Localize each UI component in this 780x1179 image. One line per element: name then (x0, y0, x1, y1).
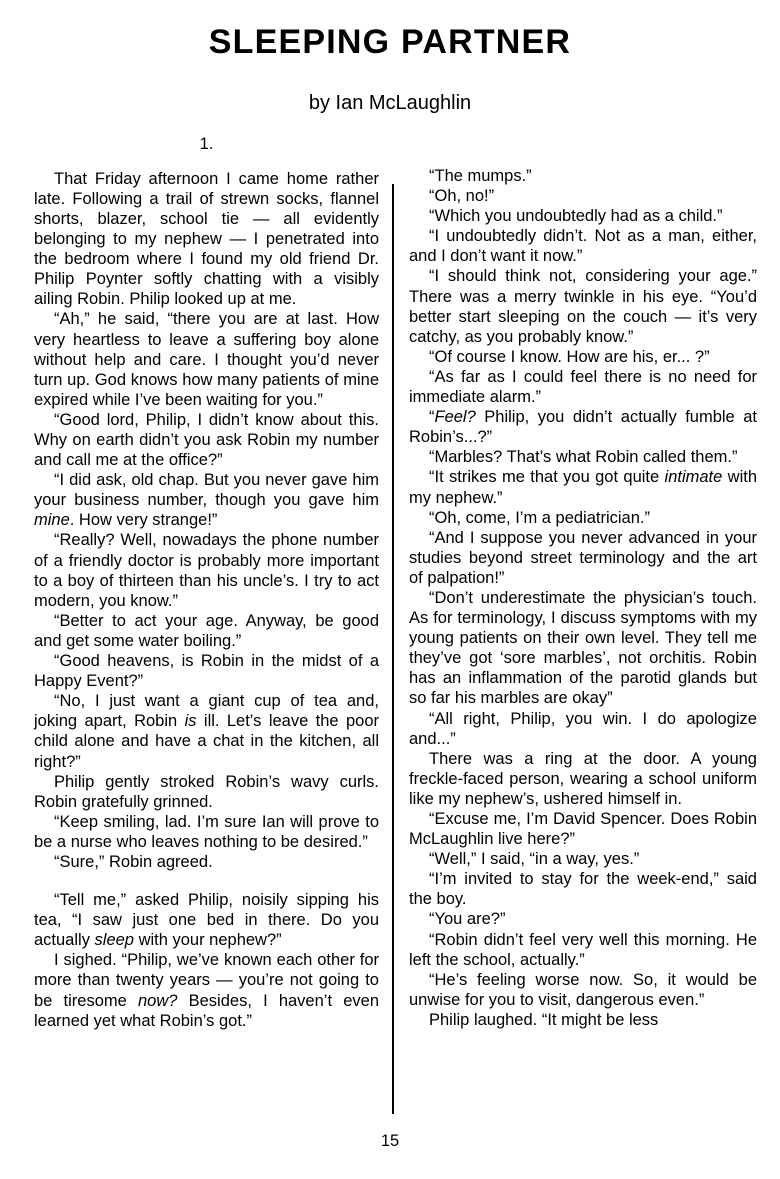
page-number: 15 (380, 1132, 400, 1150)
paragraph: “Ah,” he said, “there you are at last. How very heartless to leave a suffering boy alone without help and care. I thought you’d never turn up. God knows how many patients of mine expired while I’ve been waiting for you.” (34, 310, 379, 409)
paragraph: “I undoubtedly didn’t. Not as a man, either, and I don’t want it now.” (409, 227, 757, 266)
paragraph: “Excuse me, I’m David Spencer. Does Robin McLaughlin live here?” (409, 810, 757, 849)
paragraph: “The mumps.” (429, 167, 532, 185)
left-column (34, 135, 379, 1031)
paragraph: “Marbles? That’s what Robin called them.” (429, 448, 738, 467)
paragraph (34, 890, 379, 950)
paragraph: Philip gently stroked Robin’s wavy curls. Robin gratefully grinned. (34, 772, 379, 811)
paragraph: “Oh, no!” (429, 187, 495, 206)
para-seg: with your nephew?” (133, 931, 282, 950)
italic-word: Feel? (434, 408, 476, 427)
italic-word: intimate (664, 468, 723, 487)
italic-word: sleep (94, 931, 134, 950)
para-seg: Besides, I haven’t even learned yet what Robin’s got.” (34, 991, 379, 1030)
paragraph: “I’m invited to stay for the week-end,” said the boy. (409, 870, 757, 909)
byline: by Ian McLaughlin (308, 92, 472, 114)
para-seg: . How very strange!” (69, 511, 218, 530)
paragraph: “Sure,” Robin agreed. (54, 852, 213, 871)
section-number: 1. (199, 135, 214, 153)
paragraph (409, 407, 757, 447)
italic-word: is (184, 712, 197, 731)
para-seg: Philip, you didn’t actually fumble at Robin’s...?” (409, 408, 757, 447)
right-column-spacer (409, 135, 757, 166)
paragraph (34, 470, 379, 530)
italic-word: mine (34, 511, 70, 530)
paragraph: “All right, Philip, you win. I do apologize and...” (409, 709, 757, 748)
paragraph: “Good heavens, is Robin in the midst of a Happy Event?” (34, 652, 379, 691)
para-seg: “It strikes me that you got quite (429, 468, 665, 487)
paragraph: “Well,” I said, “in a way, yes.” (429, 850, 640, 869)
paragraph: “As far as I could feel there is no need for immediate alarm.” (409, 367, 757, 407)
paragraph: “Oh, come, I’m a pediatrician.” (429, 508, 650, 527)
paragraph: “Good lord, Philip, I didn’t know about this. Why on earth didn’t you ask Robin my number and call me at the office?” (34, 410, 379, 470)
right-column (409, 135, 757, 1030)
paragraph: “Robin didn’t feel very well this morning. He left the school, actually.” (409, 930, 757, 969)
column-divider-rule (392, 184, 394, 1114)
para-seg: I sighed. “Philip, we’ve known each other for more than twenty years — you’re not going to be tiresome (34, 951, 379, 1010)
paragraph: There was a ring at the door. A young freckle-faced person, wearing a school uniform like my nephew’s, ushered himself in. (409, 749, 757, 808)
italic-word: now? (137, 991, 178, 1010)
paragraph: “Of course I know. How are his, er... ?” (429, 347, 710, 366)
para-seg: “I did ask, old chap. But you never gave him your business number, though you gave him (34, 471, 379, 510)
paragraph (34, 950, 379, 1030)
paragraph: “Really? Well, nowadays the phone number of a friendly doctor is probably more important to a boy of thirteen than his uncle’s. I try to act modern, you know.” (34, 531, 379, 610)
para-seg: ill. Let’s leave the poor child alone and have a chat in the kitchen, all right?” (34, 712, 380, 771)
paragraph: “I should think not, considering your age.” There was a merry twinkle in his eye. “You’d better start sleeping on the couch — it’s very catchy, as you probably know.” (409, 267, 757, 346)
paragraph: “And I suppose you never advanced in your studies beyond street terminology and the art of palpation!” (409, 528, 757, 587)
paragraph: “Better to act your age. Anyway, be good and get some water boiling.” (34, 611, 379, 650)
paragraph (409, 467, 757, 507)
paragraph: “You are?” (429, 910, 506, 929)
para-seg: “Tell me,” asked Philip, noisily sipping his tea, “I saw just one bed in there. Do you actually (34, 891, 379, 950)
paragraph: “Which you undoubtedly had as a child.” (429, 207, 723, 226)
paragraph: “Don’t underestimate the physician’s touch. As for terminology, I discuss symptoms with my young patients on their own level. They tell me they’ve got ‘sore marbles’, not orchitis. Robin has an inflammation of the parotid glands but so far his marbles are okay” (409, 588, 757, 708)
page-title: SLEEPING PARTNER (208, 23, 572, 61)
paragraph: “Keep smiling, lad. I’m sure Ian will prove to be a nurse who leaves nothing to be desired.” (34, 812, 379, 851)
paragraph: Philip laughed. “It might be less (429, 1010, 659, 1029)
paragraph (34, 691, 379, 771)
paragraph: That Friday afternoon I came home rather late. Following a trail of strewn socks, flannel shorts, blazer, school tie — all evidently belonging to my nephew — I penetrated into the bedroom where I found my old friend Dr. Philip Poynter softly chatting with a visibly ailing Robin. Philip looked up at me. (34, 169, 379, 309)
para-seg: “No, I just want a giant cup of tea and, joking apart, Robin (34, 692, 379, 731)
paragraph: “He’s feeling worse now. So, it would be unwise for you to visit, dangerous even.” (409, 970, 757, 1009)
para-seg: “ (429, 408, 435, 427)
para-seg: with my nephew.” (409, 468, 758, 507)
